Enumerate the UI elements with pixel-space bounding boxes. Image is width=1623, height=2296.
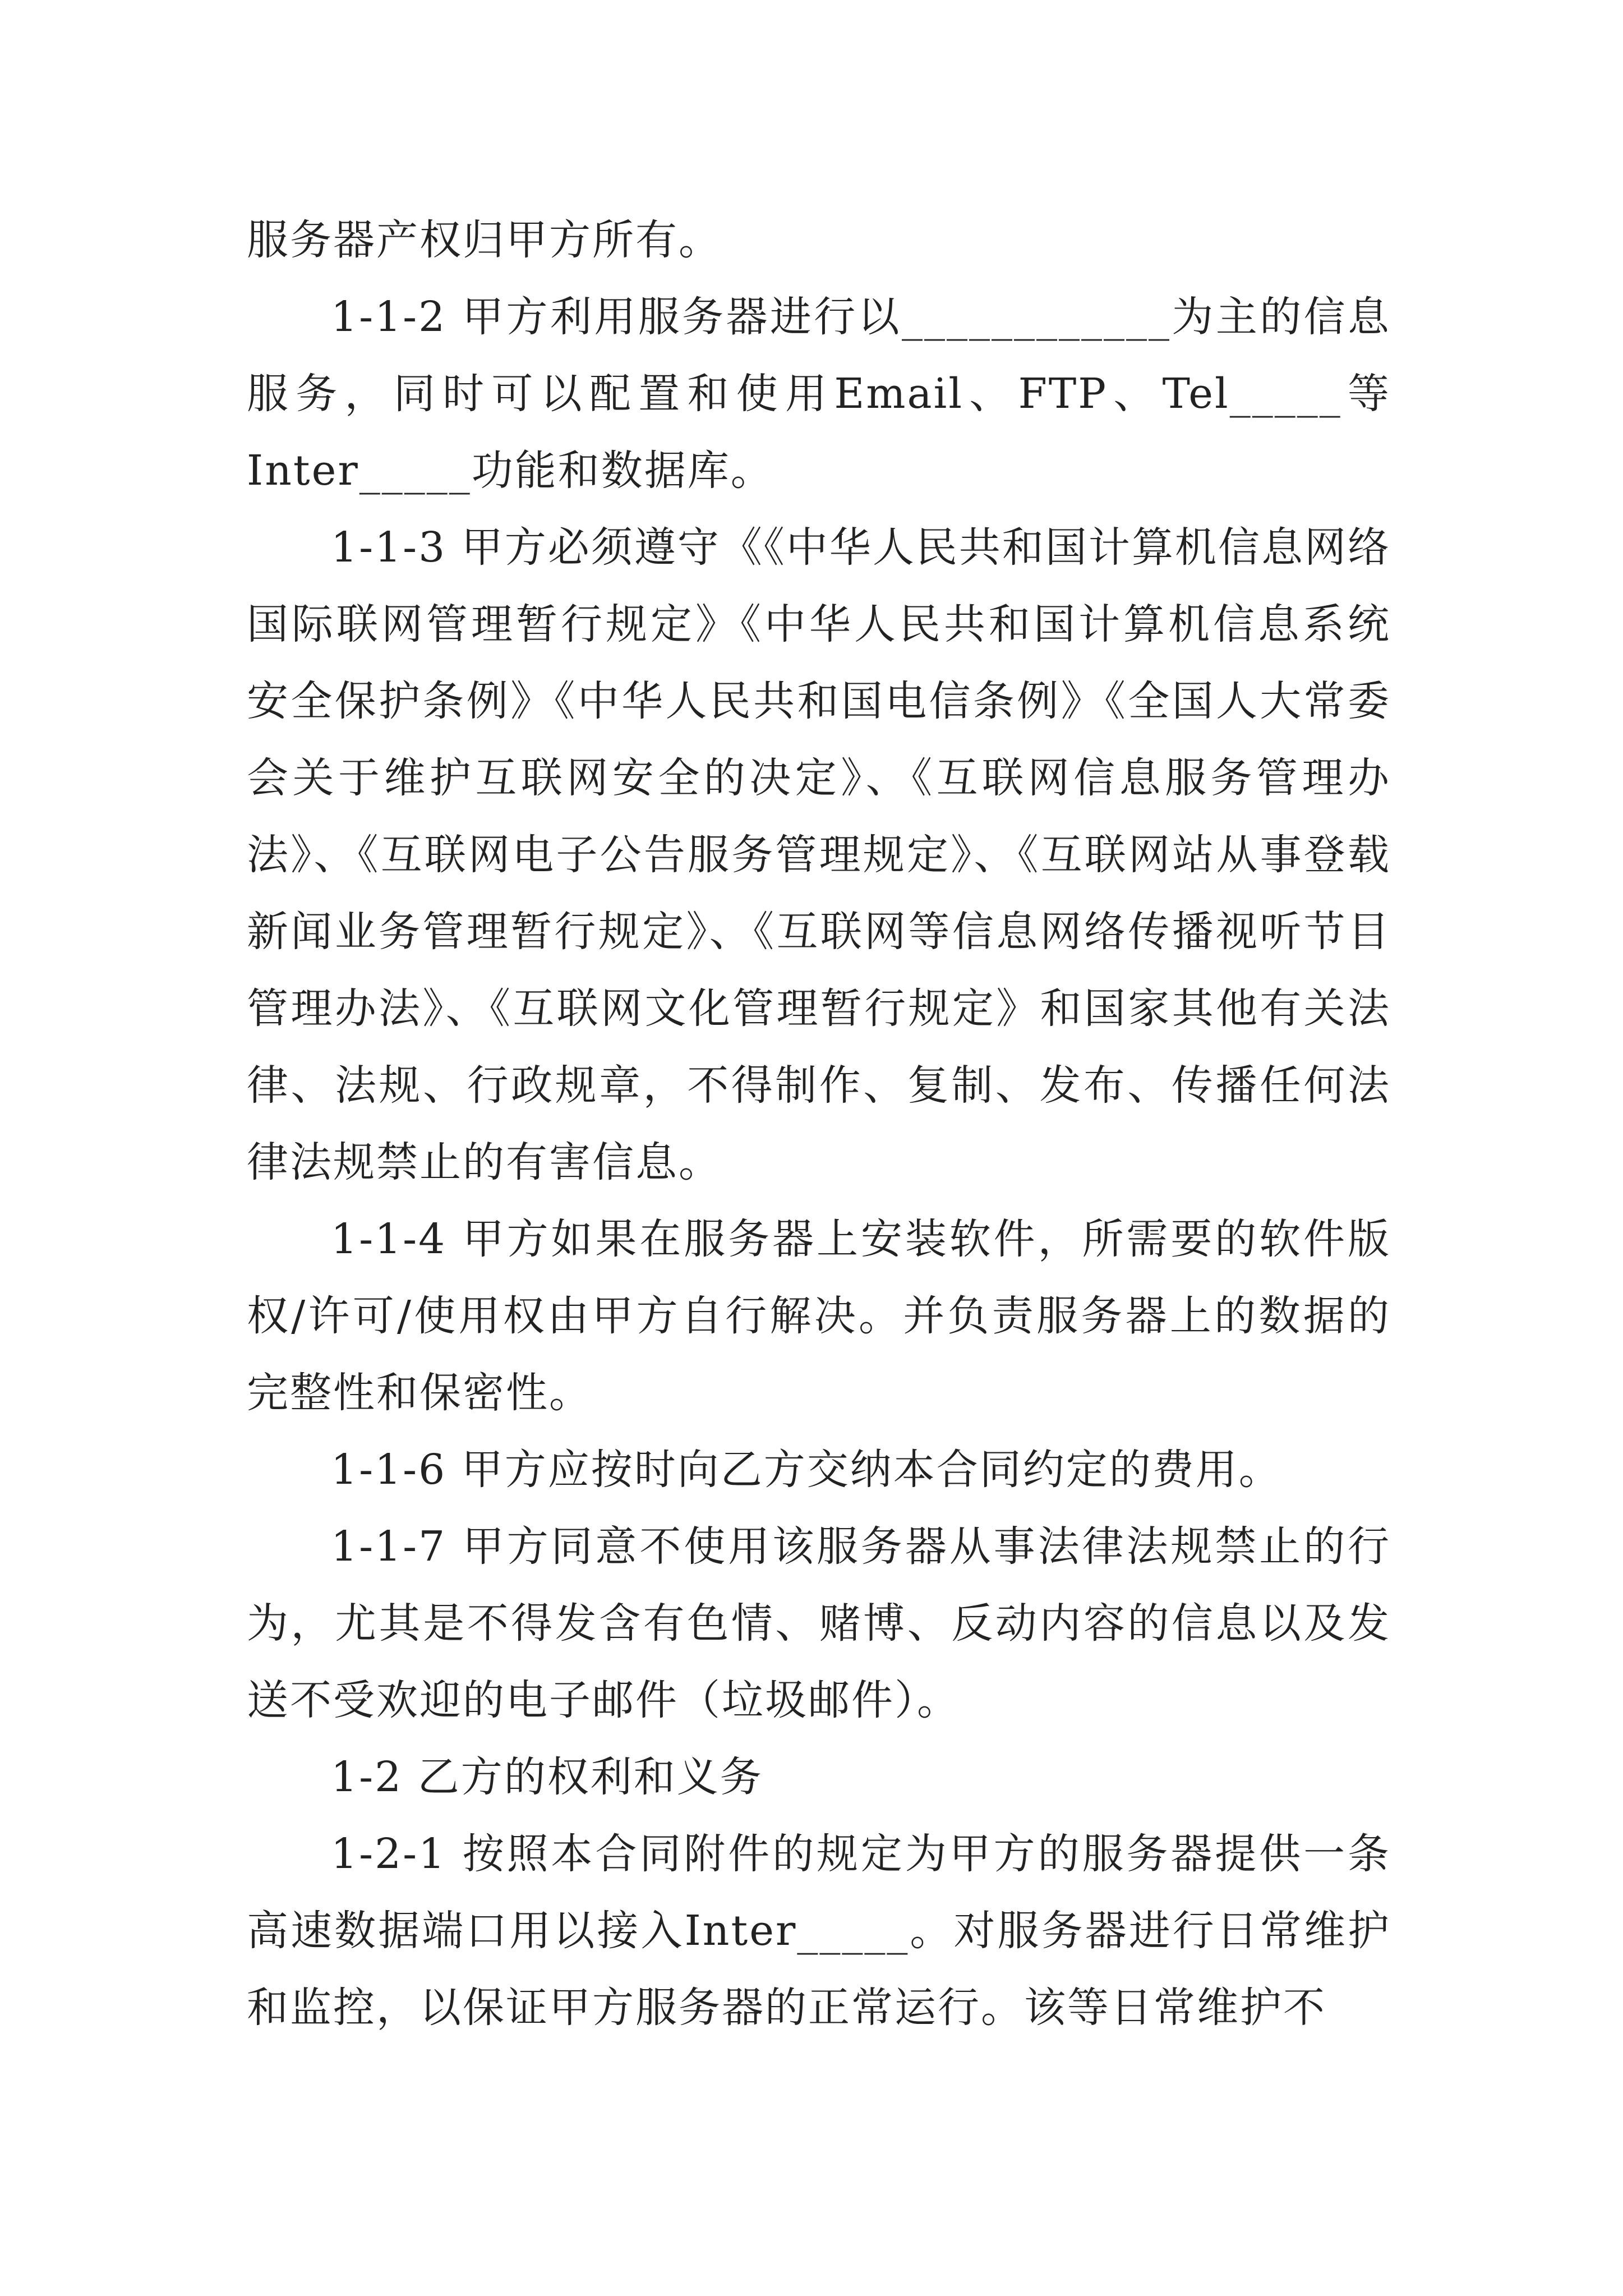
- paragraph-1-1-6: 1-1-6 甲方应按时向乙方交纳本合同约定的费用。: [331, 1446, 1282, 1494]
- paragraph-1-1-4: 1-1-4 甲方如果在服务器上安装软件，所需要的软件版权/许可/使用权由甲方自行解决。并负责服务器上的数据的完整性和保密性。: [247, 1215, 1391, 1417]
- section-heading-1-2: 1-2 乙方的权利和义务: [331, 1753, 763, 1801]
- paragraph-ownership: 服务器产权归甲方所有。: [247, 216, 722, 264]
- document-body: [247, 202, 1391, 2046]
- paragraph-1-1-7: 1-1-7 甲方同意不使用该服务器从事法律法规禁止的行为，尤其是不得发含有色情、赌博、反动内容的信息以及发送不受欢迎的电子邮件（垃圾邮件）。: [247, 1522, 1391, 1724]
- paragraph-1-1-3: 1-1-3 甲方必须遵守《《中华人民共和国计算机信息网络国际联网管理暂行规定》《中华人民共和国计算机信息系统安全保护条例》《中华人民共和国电信条例》《全国人大常委会关于维护互联网安全的决定》、《互联网信息服务管理办法》、《互联网电子公告服务管理规定》、《互联网站从事登载新闻业务管理暂行规定》、《互联网等信息网络传播视听节目管理办法》、《互联网文化管理暂行规定》和国家其他有关法律、法规、行政规章，不得制作、复制、发布、传播任何法律法规禁止的有害信息。: [247, 523, 1391, 1186]
- paragraph-1-2-1: 1-2-1 按照本合同附件的规定为甲方的服务器提供一条高速数据端口用以接入Inter_____。对服务器进行日常维护和监控，以保证甲方服务器的正常运行。该等日常维护不: [247, 1830, 1391, 2032]
- paragraph-1-1-2: 1-1-2 甲方利用服务器进行以____________为主的信息服务，同时可以配置和使用Email、FTP、Tel_____等Inter_____功能和数据库。: [247, 293, 1391, 495]
